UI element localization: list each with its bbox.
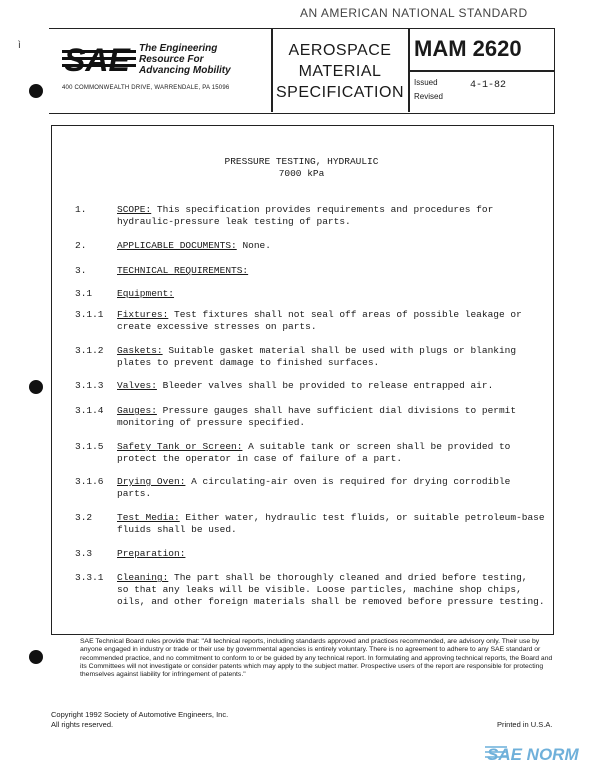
section-number: 2. bbox=[75, 240, 87, 251]
section-line: The part shall be thoroughly cleaned and dried before testing, bbox=[174, 572, 528, 583]
section-line: hydraulic-pressure leak testing of parts. bbox=[117, 216, 351, 227]
issued-date: 4-1-82 bbox=[470, 80, 507, 91]
document-title bbox=[51, 156, 552, 180]
printed-in: Printed in U.S.A. bbox=[497, 720, 553, 729]
section-line: protect the operator in case of failure of a part. bbox=[117, 453, 403, 464]
section-heading: Fixtures: bbox=[117, 309, 169, 320]
punch-hole bbox=[29, 380, 43, 394]
section-line: Suitable gasket material shall be used with plugs or blanking bbox=[168, 345, 517, 356]
spec-title-line: MATERIAL bbox=[298, 63, 382, 80]
spec-title-line: SPECIFICATION bbox=[276, 84, 404, 101]
section-number: 3.1.6 bbox=[75, 476, 104, 487]
section-text bbox=[117, 240, 271, 252]
section-number: 3.1.4 bbox=[75, 405, 104, 416]
section-text bbox=[117, 288, 174, 300]
section-line: parts. bbox=[117, 488, 152, 499]
section-heading: APPLICABLE DOCUMENTS: bbox=[117, 240, 237, 251]
section-line: create excessive stresses on parts. bbox=[117, 321, 317, 332]
section-heading: Cleaning: bbox=[117, 572, 169, 583]
punch-hole bbox=[29, 650, 43, 664]
tagline-line: Resource For bbox=[139, 54, 204, 65]
section-number: 1. bbox=[75, 204, 87, 215]
section-line: Either water, hydraulic test fluids, or suitable petroleum-base bbox=[185, 512, 545, 523]
technical-board-notice: SAE Technical Board rules provide that: "All technical reports, including standards approved and practices recommended, are advisory only. Their use by anyone engaged in industry or trade or their use by governmental agencies is entirely voluntary. There is no agreement to adhere to any SAE standard or recommended practice, and no commitment to conform to or be guided by any technical report. In formulating and approving technical reports, the Board and its Committees will not investigate or consider patents which may apply to the subject matter. Prospective users of the report are responsible for protecting themselves against liability for infringement of patents." bbox=[80, 638, 553, 679]
section-line: A suitable tank or screen shall be provided to bbox=[248, 441, 511, 452]
section-heading: Gaskets: bbox=[117, 345, 163, 356]
section-text bbox=[117, 441, 510, 465]
section-text bbox=[117, 380, 493, 392]
sae-logo bbox=[62, 42, 136, 76]
section-heading: Gauges: bbox=[117, 405, 157, 416]
punch-hole bbox=[29, 84, 43, 98]
section-line: fluids shall be used. bbox=[117, 524, 237, 535]
section-line: oils, and other foreign materials shall be removed before pressure testing. bbox=[117, 596, 545, 607]
margin-mark: ì bbox=[18, 40, 21, 51]
tagline-line: The Engineering bbox=[139, 43, 218, 54]
title-line: 7000 kPa bbox=[278, 168, 325, 179]
section-line: A circulating-air oven is required for drying corrodible bbox=[191, 476, 511, 487]
copyright-line: Copyright 1992 Society of Automotive Engineers, Inc. bbox=[51, 710, 229, 719]
section-heading: SCOPE: bbox=[117, 204, 152, 215]
logo-lettering: SAE bbox=[64, 42, 130, 76]
section-heading: Test Media: bbox=[117, 512, 180, 523]
section-heading: Safety Tank or Screen: bbox=[117, 441, 243, 452]
title-line: PRESSURE TESTING, HYDRAULIC bbox=[224, 156, 379, 167]
section-number: 3.2 bbox=[75, 512, 93, 523]
section-text bbox=[117, 548, 185, 560]
section-heading: Drying Oven: bbox=[117, 476, 186, 487]
section-heading: Valves: bbox=[117, 380, 157, 391]
spec-title-line: AEROSPACE bbox=[288, 42, 392, 59]
section-text bbox=[117, 345, 516, 369]
sae-norm-watermark bbox=[485, 740, 595, 768]
section-number: 3.3 bbox=[75, 548, 93, 559]
divider bbox=[408, 70, 554, 72]
section-line: Test fixtures shall not seal off areas of possible leakage or bbox=[174, 309, 522, 320]
section-number: 3. bbox=[75, 265, 87, 276]
section-text bbox=[117, 309, 522, 333]
section-number: 3.1.5 bbox=[75, 441, 104, 452]
section-number: 3.1 bbox=[75, 288, 93, 299]
section-number: 3.3.1 bbox=[75, 572, 104, 583]
section-text bbox=[117, 476, 510, 500]
section-number: 3.1.3 bbox=[75, 380, 104, 391]
section-text bbox=[117, 405, 516, 429]
tagline-line: Advancing Mobility bbox=[139, 65, 231, 76]
section-line: plates to prevent damage to finished surfaces. bbox=[117, 357, 380, 368]
spec-type-title bbox=[272, 40, 408, 103]
section-heading: TECHNICAL REQUIREMENTS: bbox=[117, 265, 249, 276]
spec-number: MAM 2620 bbox=[414, 36, 522, 61]
standard-stamp: AN AMERICAN NATIONAL STANDARD bbox=[300, 6, 528, 20]
revised-label: Revised bbox=[414, 92, 443, 101]
section-heading: Equipment: bbox=[117, 288, 175, 299]
section-line: Bleeder valves shall be provided to release entrapped air. bbox=[162, 380, 494, 391]
copyright-line: All rights reserved. bbox=[51, 720, 114, 729]
watermark-text: SAE NORM bbox=[487, 745, 579, 764]
section-line: None. bbox=[242, 240, 271, 251]
section-text bbox=[117, 512, 545, 536]
section-number: 3.1.1 bbox=[75, 309, 104, 320]
issued-label: Issued bbox=[414, 78, 438, 87]
section-line: monitoring of pressure specified. bbox=[117, 417, 306, 428]
copyright bbox=[51, 710, 228, 730]
section-line: Pressure gauges shall have sufficient dial divisions to permit bbox=[162, 405, 517, 416]
sae-tagline bbox=[139, 43, 259, 76]
section-number: 3.1.2 bbox=[75, 345, 104, 356]
sae-address: 400 COMMONWEALTH DRIVE, WARRENDALE, PA 15096 bbox=[62, 85, 230, 91]
section-line: This specification provides requirements and procedures for bbox=[156, 204, 494, 215]
section-line: so that any leaks will be visible. Loose particles, machine shop chips, bbox=[117, 584, 522, 595]
section-text bbox=[117, 204, 493, 228]
section-text bbox=[117, 265, 248, 277]
section-heading: Preparation: bbox=[117, 548, 186, 559]
section-text bbox=[117, 572, 545, 608]
